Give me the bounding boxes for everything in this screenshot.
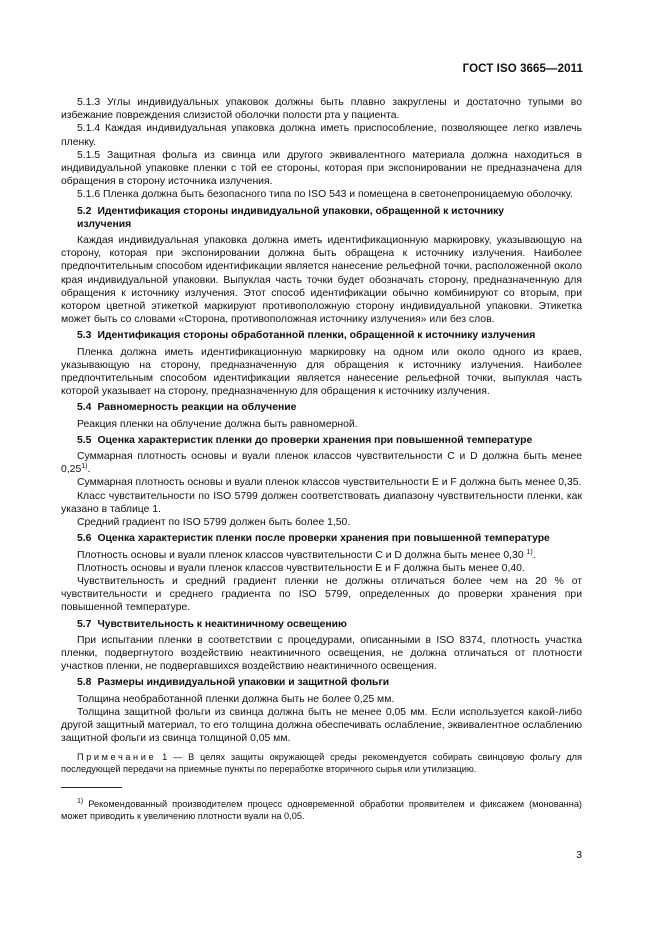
page-number: 3	[576, 850, 582, 861]
note-label: Примечание	[77, 752, 157, 763]
clause-5-7-text: При испытании пленки в соответствии с процедурами, описанными в ISO 8374, плотность участка пленки, подвергнутого воздействию неактиничного освещения, не должна отличаться от плотности участков пленки, не подвергавшихся воздействию неактиничного освещения.	[61, 634, 582, 673]
heading-text: Чувствительность к неактиничному освещению	[97, 618, 347, 630]
heading-text: Равномерность реакции на облучение	[97, 402, 297, 414]
heading-text: Размеры индивидуальной упаковки и защитной фольги	[97, 677, 390, 689]
clause-5-2-text: Каждая индивидуальная упаковка должна иметь идентификационную маркировку, указывающую на сторону, которая при экспонировании должна быть обращена к источнику излучения. Наиболее предпочтительным способом идентификации является нанесение рельефной точки, расположенной около края индивидуальной упаковки. Выпуклая часть точки будет обозначать сторону, предназначенную для обращения к источнику излучения. Этот способ идентификации обычно комбинируют со вторым, при котором цветной этикеткой маркируют противоположную сторону индивидуальной упаковки. Этикетка может быть со словами «Сторона, противоположная источнику излучения» или без слов.	[61, 235, 582, 326]
clause-5-1-3: 5.1.3 Углы индивидуальных упаковок должны быть плавно закруглены и достаточно тупыми во избежание повреждения слизистой оболочки полости рта у пациента.	[61, 97, 582, 122]
footnote-divider	[61, 787, 122, 788]
footnote-text: Рекомендованный производителем процесс одновременной обработки проявителем и фиксажем (монованна) может приводить к увеличению плотности вуали на 0,05.	[61, 798, 582, 821]
clause-5-6-b: Плотность основы и вуали пленок классов чувствительности Е и F должна быть менее 0,40.	[77, 562, 525, 574]
heading-text: Оценка характеристик пленки после проверки хранения при повышенной температуре	[97, 533, 550, 545]
heading-number: 5.2	[77, 205, 92, 217]
footnote-mark: 1)	[77, 797, 84, 805]
clause-5-5-a: Суммарная плотность основы и вуали пленок классов чувствительности С и D должна быть менее 0,25$^{1)}$.	[61, 451, 582, 476]
clause-5-8-b: Толщина защитной фольги из свинца должна быть не менее 0,05 мм. Если используется какой-либо другой защитный материал, то его толщина должна обеспечивать ослабление, эквивалентное ослаблению защитной фольги из свинца толщиной 0,05 мм.	[61, 706, 582, 745]
footnote	[61, 798, 582, 822]
clause-5-1-6: 5.1.6 Пленка должна быть безопасного типа по ISO 543 и помещена в светонепроницаемую оболочку.	[77, 189, 573, 201]
clause-5-5-b: Суммарная плотность основы и вуали пленок классов чувствительности Е и F должна быть менее 0,35.	[77, 477, 582, 489]
note-text: — В целях защиты окружающей среды рекомендуется собирать свинцовую фольгу для последующей передачи на приемные пункты по переработке вторичного сырья или утилизацию.	[61, 752, 582, 775]
clause-5-4-text: Реакция пленки на облучение должна быть равномерной.	[77, 418, 358, 430]
note-number: 1	[162, 752, 168, 763]
heading-5-6	[61, 532, 582, 545]
clause-5-1-4: 5.1.4 Каждая индивидуальная упаковка должна иметь приспособление, позволяющее легко извлечь пленку.	[61, 123, 582, 148]
clause-5-6-c: Чувствительность и средний градиент пленки не должны отличаться более чем на 20 % от чувствительности и среднего градиента по ISO 5799, определенных до проверки хранения при повышенной температуре.	[61, 575, 582, 614]
document-body	[61, 96, 582, 831]
heading-number: 5.5	[77, 434, 92, 446]
clause-5-1-5: 5.1.5 Защитная фольга из свинца или другого эквивалентного материала должна находиться в индивидуальной упаковке пленки с той ее стороны, которая при экспонировании не предназначена для обращения в сторону источника излучения.	[61, 149, 582, 188]
heading-number: 5.6	[77, 533, 92, 545]
heading-number: 5.8	[77, 677, 92, 689]
heading-text: Оценка характеристик пленки до проверки хранения при повышенной температуре	[97, 434, 533, 446]
heading-5-4	[61, 401, 582, 414]
clause-5-6-a: Плотность основы и вуали пленок классов чувствительности С и D должна быть менее 0,30 $^{1)}$.	[77, 548, 536, 561]
heading-number: 5.4	[77, 402, 92, 414]
footnote-ref: 1)	[81, 463, 88, 471]
heading-text: Идентификация стороны индивидуальной упаковки, обращенной к источнику	[97, 205, 505, 217]
heading-text-cont: излучения	[77, 218, 132, 230]
clause-5-3-text: Пленка должна иметь идентификационную маркировку на одном или около одного из краев, указывающую на сторону, предназначенную для обращения к источнику излучения. Наиболее предпочтительным способом идентификации является нанесение рельефной точки, выпуклая часть которой указывает на сторону, предназначенную для обращения к источнику излучения.	[61, 346, 582, 398]
heading-number: 5.7	[77, 618, 92, 630]
clause-5-8-a: Толщина необработанной пленки должна быть не более 0,25 мм.	[77, 693, 395, 705]
clause-5-5-c: Класс чувствительности по ISO 5799 должен соответствовать диапазону чувствительности пленки, как указано в таблице 1.	[61, 490, 582, 515]
heading-number: 5.3	[77, 330, 92, 342]
heading-5-7	[61, 618, 582, 631]
standard-header: ГОСТ ISO 3665—2011	[462, 63, 583, 75]
heading-5-2	[61, 205, 582, 231]
heading-5-8	[61, 676, 582, 689]
note	[61, 751, 582, 775]
heading-5-3	[61, 329, 582, 342]
clause-5-5-d: Средний градиент по ISO 5799 должен быть более 1,50.	[77, 517, 351, 529]
heading-5-5	[61, 434, 582, 447]
heading-text: Идентификация стороны обработанной пленки, обращенной к источнику излучения	[97, 330, 536, 342]
footnote-ref: 1)	[526, 548, 533, 556]
